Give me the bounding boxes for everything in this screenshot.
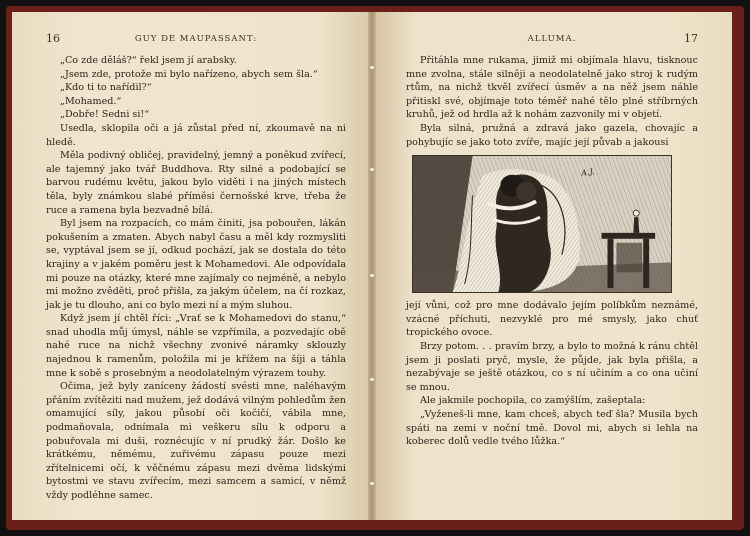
left-page-header xyxy=(46,34,346,48)
binding-stitch xyxy=(370,378,374,381)
running-head-author: GUY DE MAUPASSANT: xyxy=(134,34,258,44)
book-gutter xyxy=(368,12,376,520)
embracing-couple-engraving-icon xyxy=(412,155,672,293)
paragraph: „Kdo ti to nařídil?“ xyxy=(60,82,152,94)
binding-stitch xyxy=(370,482,374,485)
paragraph: Brzy potom. . . pravím brzy, a bylo to možná k ránu chtěl jsem ji poslati pryč, mysle, že půjde, jak byla přišla, a nezabývaje se ještě otázkou, co s ní učiním a co ona učiní se mnou. xyxy=(406,340,698,393)
binding-stitch xyxy=(370,66,374,69)
running-head-title: ALLUMA. xyxy=(527,34,577,44)
paragraph: „Dobře! Sedni si!“ xyxy=(60,109,150,121)
open-book xyxy=(6,6,744,530)
svg-text:A.J.: A.J. xyxy=(580,167,596,178)
paragraph: Byla silná, pružná a zdravá jako gazela, chovajíc a pohybujíc se jako toto zvíře, majíc její půvab a jakousi xyxy=(406,122,698,148)
right-page-text xyxy=(406,54,698,449)
paragraph: Očima, jež byly zaníceny žádostí svésti mne, naléhavým přáním zvítěziti nad mužem, jež dodává vilným pohledům žen omamující síly, jakou působí oči kočičí, vábila mne, podmaňovala, odnímala mi veškeru sílu k odporu a pobuřovala mi duši, roznécujíc v ní prudký žár. Došlo ke krátkému, němému, zuřivému zápasu pouze mezi zřítelnicemi očí, k věčnému zápasu mezi dvěma lidskými bytostmi ve stavu zvířecím, mezi samcem a samicí, v němž vždy podléhne samec. xyxy=(46,381,346,501)
paragraph: „Co zde děláš?“ řekl jsem jí arabsky. xyxy=(60,55,237,66)
right-page xyxy=(372,12,732,520)
paragraph: její vůni, což pro mne dodávalo jejím políbkům neznámé, vzácné příchuti, nezvyklé pro mé smysly, jako chuť tropického ovoce. xyxy=(406,300,698,339)
paragraph: „Jsem zde, protože mi bylo nařízeno, abych sem šla.“ xyxy=(60,68,318,80)
paragraph: Byl jsem na rozpacích, co mám činiti, jsa pobouřen, lákán pokušením a zmaten. Abych nabyl času a měl kdy rozmysliti se, vyptával jsem se jí, odkud pochází, jak se dostala do této krajiny a v jakém poměru jest k Mohamedovi. Ale odpovídala mi pouze na otázky, které mne zajímaly co nejméně, a nebylo mi možno zvěděti, proč přišla, za jakým účelem, na čí rozkaz, jak je tu dlouho, ani co bylo mezi ní a mým sluhou. xyxy=(46,218,346,311)
paragraph: Když jsem jí chtěl říci: „Vrať se k Mohamedovi do stanu,“ snad uhodla můj úmysl, náhle se vzpřímila, a pozvedajíc obě nahé ruce na nichž všechny zvonivé náramky sklouzly najednou k ramenům, položila mi je křížem na šíji a táhla mne k sobě s prosebným a neodolatelným výrazem touhy. xyxy=(46,313,346,379)
left-page-text xyxy=(46,54,346,503)
page-number-right: 17 xyxy=(684,32,698,45)
paragraph: Přitáhla mne rukama, jimiž mi objímala hlavu, tisknouc mne zvolna, stále silněji a neodolatelně jako stroj k rudým rtům, na nichž tkvěl zvířecí úsměv a na něž jsem náhle přitiskl své, objímaje toto téměř nahé tělo plné stříbrných kruhů, jež od hrdla až k nohám zazvonily mi v objetí. xyxy=(406,55,698,121)
paragraph: „Mohamed.“ xyxy=(60,95,122,107)
binding-stitch xyxy=(370,274,374,277)
paragraph: „Vyženeš-li mne, kam chceš, abych teď šla? Musila bych spáti na zemi v noční tmě. Dovol mi, abych si lehla na koberec dolů vedle tvého lůžka.“ xyxy=(406,408,698,448)
paragraph: Měla podivný obličej, pravidelný, jemný a poněkud zvířecí, ale tajemný jako tvář Buddhova. Rty silné a podobající se barvou rudému květu, jakou bylo viděti i na jiných místech těla, byly známkou slabé příměsi černošské krve, třeba že ruce a ramena byla bezvadně bílá. xyxy=(46,150,346,216)
binding-stitch xyxy=(370,168,374,171)
page-number-left: 16 xyxy=(46,32,60,45)
left-page xyxy=(12,12,372,520)
paragraph: Usedla, sklopila oči a já zůstal před ní, zkoumavě na ni hledě. xyxy=(46,122,346,148)
paragraph: Ale jakmile pochopila, co zamýšlím, zašeptala: xyxy=(420,395,646,407)
right-page-header xyxy=(406,34,698,48)
